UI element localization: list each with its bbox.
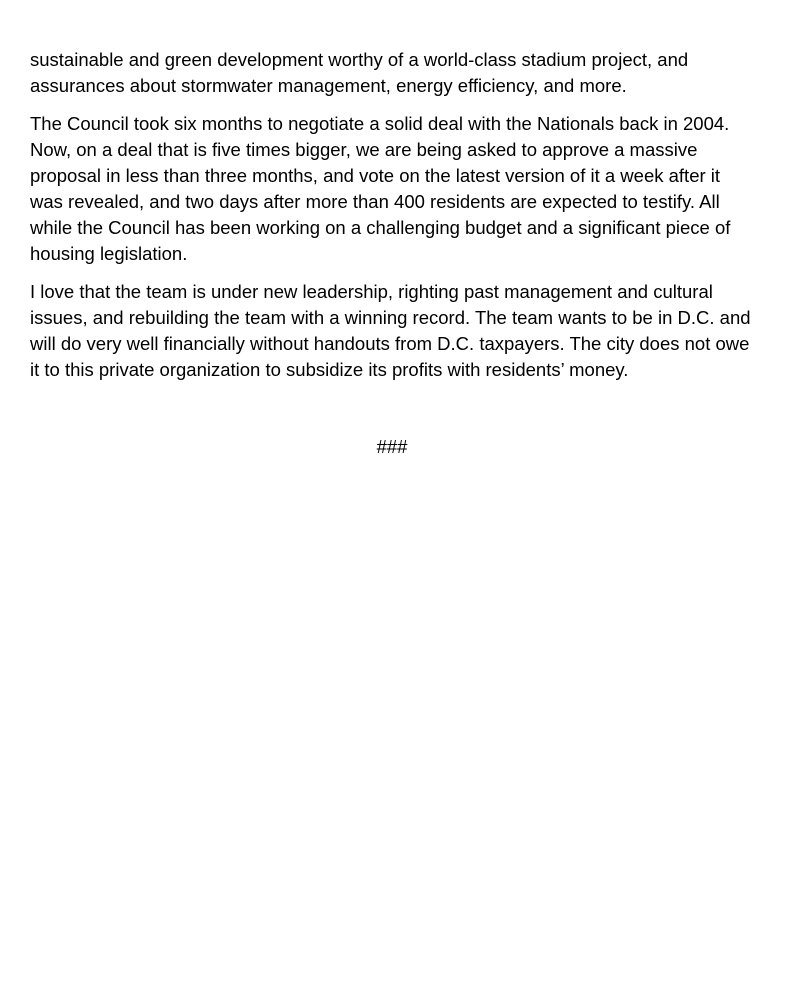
text-line: housing legislation. (30, 243, 188, 264)
text-line: sustainable and green development worthy of a world-class stadium project, and (30, 49, 689, 70)
document-body (30, 47, 760, 395)
paragraph-team-leadership (30, 279, 760, 383)
text-line: I love that the team is under new leadership, righting past management and cultural (30, 281, 713, 302)
text-line: issues, and rebuilding the team with a winning record. The team wants to be in D.C. and (30, 307, 751, 328)
end-of-release-mark: ### (376, 436, 408, 457)
text-line: proposal in less than three months, and vote on the latest version of it a week after it (30, 165, 721, 186)
text-line: was revealed, and two days after more than 400 residents are expected to testify. All (30, 191, 720, 212)
text-line: it to this private organization to subsidize its profits with residents’ money. (30, 359, 629, 380)
text-line: assurances about stormwater management, energy efficiency, and more. (30, 75, 627, 96)
paragraph-council-timeline (30, 111, 760, 267)
text-line: will do very well financially without handouts from D.C. taxpayers. The city does not owe (30, 333, 750, 354)
text-line: Now, on a deal that is five times bigger, we are being asked to approve a massive (30, 139, 698, 160)
text-line: while the Council has been working on a challenging budget and a significant piece of (30, 217, 731, 238)
paragraph-green-development (30, 47, 760, 99)
text-line: The Council took six months to negotiate a solid deal with the Nationals back in 2004. (30, 113, 730, 134)
